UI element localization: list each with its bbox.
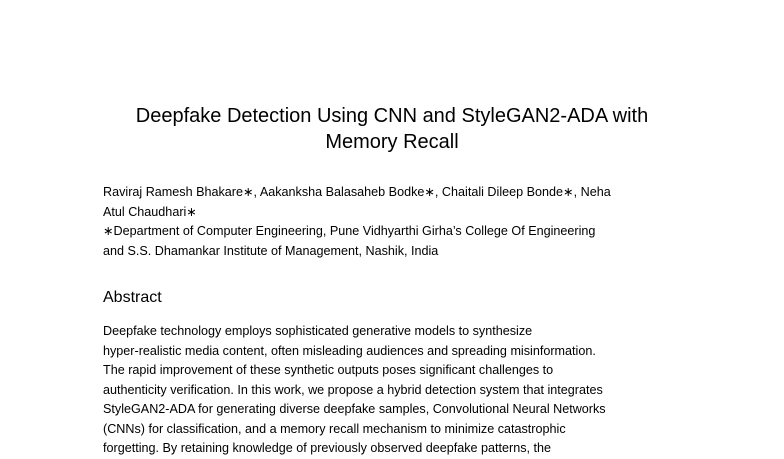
abstract-line: authenticity verification. In this work, we propose a hybrid detection system that integrates — [103, 382, 603, 397]
abstract-line: hyper-realistic media content, often misleading audiences and spreading misinformation. — [103, 343, 596, 358]
abstract-line: The rapid improvement of these synthetic outputs poses significant challenges to — [103, 363, 554, 377]
paper-title-line-1: Deepfake Detection Using CNN and StyleGAN2-ADA with — [135, 105, 649, 127]
author-affiliation-block — [103, 183, 683, 261]
abstract-line: (CNNs) for classification, and a memory recall mechanism to minimize catastrophic — [103, 421, 566, 436]
abstract-body — [103, 322, 703, 459]
abstract-line: StyleGAN2-ADA for generating diverse deepfake samples, Convolutional Neural Networks — [103, 402, 606, 416]
affiliation-line-1: ∗Department of Computer Engineering, Pune Vidhyarthi Girha’s College Of Engineering — [103, 224, 596, 238]
abstract-line: forgetting. By retaining knowledge of previously observed deepfake patterns, the — [103, 441, 552, 455]
abstract-heading: Abstract — [103, 289, 162, 306]
author-names-line-2: Atul Chaudhari∗ — [103, 204, 197, 219]
paper-title-line-2: Memory Recall — [325, 131, 459, 153]
affiliation-line-2: and S.S. Dhamankar Institute of Management, Nashik, India — [103, 243, 439, 258]
author-names-line-1: Raviraj Ramesh Bhakare∗, Aakanksha Balasaheb Bodke∗, Chaitali Dileep Bonde∗, Neha — [103, 185, 611, 199]
abstract-line: Deepfake technology employs sophisticated generative models to synthesize — [103, 324, 533, 338]
paper-title — [0, 103, 784, 155]
